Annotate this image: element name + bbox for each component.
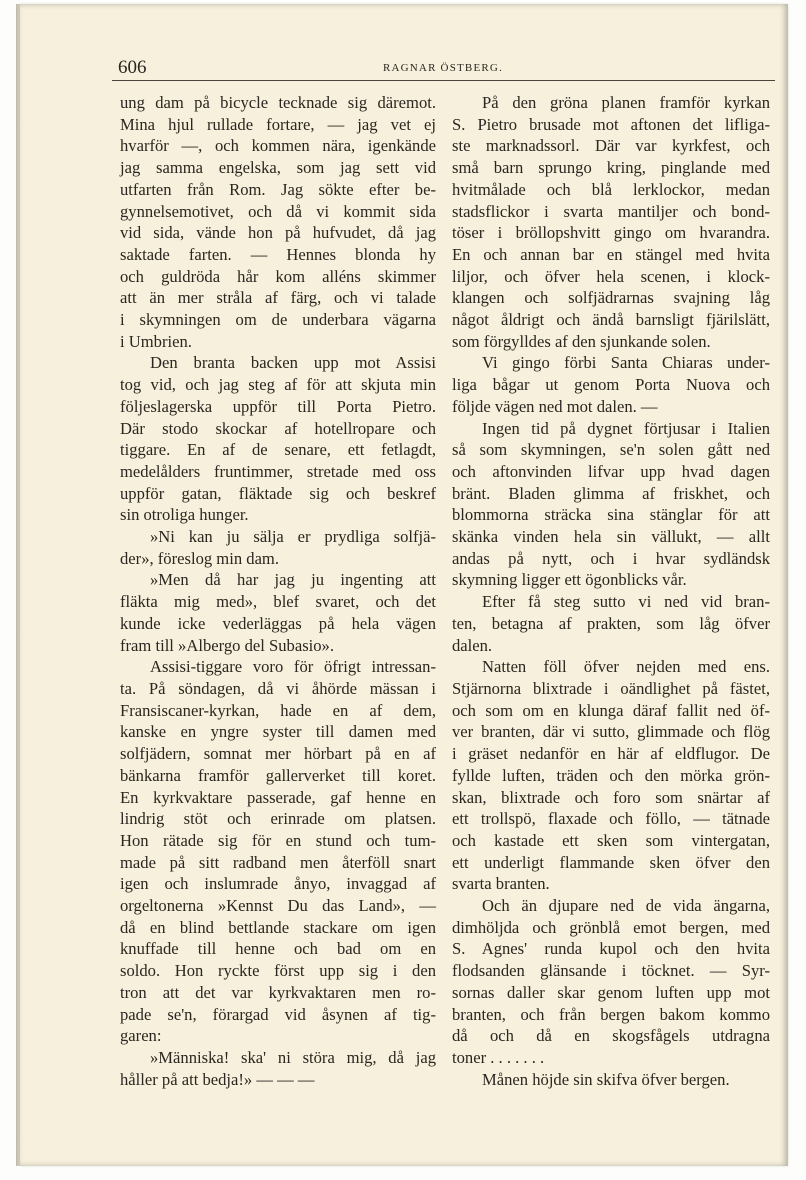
text-line: tron att det var kyrkvaktaren men ro-: [120, 982, 436, 1002]
text-line: hvarför —, och kommen nära, igenkände: [120, 136, 436, 156]
paragraph: [452, 1069, 770, 1091]
text-line: hvitmålade och blå lerklockor, medan: [452, 179, 770, 199]
text-line: klangen och solfjädrarnas svajning låg: [452, 288, 770, 308]
text-line: som förgylldes af den sjunkande solen.: [452, 331, 711, 351]
text-line: »Människa! ska' ni störa mig, då jag: [150, 1047, 436, 1067]
text-line: att än mer stråla af färg, och vi talade: [120, 288, 436, 308]
text-line: skymning ligger ett ögonblicks vår.: [452, 570, 687, 590]
text-line: toner . . . . . . .: [452, 1047, 545, 1067]
text-line: liljor, och öfver hela scenen, i klock-: [452, 266, 770, 286]
text-line: fram till »Albergo del Subasio».: [120, 635, 335, 655]
text-line: Stjärnorna blixtrade i oändlighet på fästet,: [452, 678, 770, 698]
text-line: i skymningen om de underbara vägarna: [120, 310, 436, 330]
paragraph: [452, 418, 770, 592]
text-line: kunde icke vederläggas på hela vägen: [120, 613, 436, 633]
left-column: [120, 92, 436, 1090]
paragraph: [452, 895, 770, 1069]
text-line: skänka vinden hela sin vällukt, — allt: [452, 527, 770, 547]
text-line: kanske en yngre syster till damen med: [120, 722, 436, 742]
running-head: RAGNAR ÖSTBERG.: [382, 62, 504, 74]
text-line: Efter få steg sutto vi ned vid bran-: [482, 592, 770, 612]
text-line: ste marknadssorl. Där var kyrkfest, och: [452, 136, 770, 156]
text-line: ten, betagna af prakten, som låg öfver: [452, 613, 770, 633]
text-line: knuffade till henne och bad om en: [120, 939, 436, 959]
text-line: made på sitt radband men återföll snart: [120, 852, 436, 872]
paragraph: [120, 526, 436, 569]
text-line: orgeltonerna »Kennst Du das Land», —: [120, 896, 436, 916]
text-line: der», föreslog min dam.: [120, 548, 279, 568]
paragraph: [120, 569, 436, 656]
text-line: branten, och från bergen bakom kommo: [452, 1004, 770, 1024]
text-line: tog vid, och jag steg af för att skjuta min: [120, 375, 436, 395]
text-line: svarta branten.: [452, 874, 550, 894]
paragraph: [452, 352, 770, 417]
text-line: utfarten från Rom. Jag sökte efter be-: [120, 179, 436, 199]
text-line: ta. På söndagen, då vi åhörde mässan i: [120, 678, 436, 698]
text-line: något åldrigt och ändå barnsligt fjärilslätt,: [452, 310, 770, 330]
paragraph: [120, 1047, 436, 1090]
text-line: igen och inslumrade ånyo, invaggad af: [120, 874, 436, 894]
text-line: och som om en klunga däraf fallit ned öf-: [452, 700, 770, 720]
text-line: uppför gatan, fläktade sig och beskref: [120, 483, 436, 503]
text-line: töser i bröllopshvitt gingo om hvarandra.: [452, 223, 770, 243]
text-line: »Men då har jag ju ingenting att: [150, 570, 436, 590]
text-line: då och då en skogsfågels utdragna: [452, 1026, 770, 1046]
text-line: och aftonvinden lifvar upp hvad dagen: [452, 461, 770, 481]
text-line: stadsflickor i svarta mantiljer och bond-: [452, 201, 770, 221]
text-line: medelålders fruntimmer, stretade med oss: [120, 461, 436, 481]
text-line: pade se'n, förargad vid åsynen af tig-: [120, 1004, 436, 1024]
text-line: lindrig stöt och erinrade om platsen.: [120, 809, 436, 829]
header-rule: [112, 80, 775, 81]
text-line: i Umbrien.: [120, 331, 192, 351]
text-line: bränt. Bladen glimma af friskhet, och: [452, 483, 770, 503]
text-line: skan, blixtrade och foro som snärtar af: [452, 787, 770, 807]
text-line: och guldröda hår kom alléns skimmer: [120, 266, 436, 286]
text-line: En kyrkvaktare passerade, gaf henne en: [120, 787, 436, 807]
text-line: sornas daller skar genom luften upp mot: [452, 982, 770, 1002]
text-line: följeslagerska uppför till Porta Pietro.: [120, 396, 436, 416]
text-line: dimhöljda och grönblå emot bergen, med: [452, 917, 770, 937]
text-line: Hon rätade sig för en stund och tum-: [120, 830, 436, 850]
text-line: Där stodo skockar af hotellropare och: [120, 418, 436, 438]
paragraph: [120, 656, 436, 1047]
text-line: En och annan bar en stängel med hvita: [452, 244, 770, 264]
page-number: 606: [118, 57, 147, 78]
text-line: små barn sprungo kring, pinglande med: [452, 158, 770, 178]
text-line: saktade farten. — Hennes blonda hy: [120, 244, 436, 264]
text-line: då en blind bettlande stackare om igen: [120, 917, 436, 937]
text-line: blommorna sträcka sina stänglar för att: [452, 505, 770, 525]
paragraph: [452, 92, 770, 352]
text-line: ett trollspö, flaxade och föllo, — tätnade: [452, 809, 770, 829]
text-line: Fransiscaner-kyrkan, hade en af dem,: [120, 700, 436, 720]
text-line: liga bågar ut genom Porta Nuova och: [452, 375, 770, 395]
right-column: [452, 92, 770, 1090]
text-line: vid sida, vände hon på hufvudet, då jag: [120, 223, 436, 243]
text-line: garen:: [120, 1026, 162, 1046]
text-line: andas på nytt, och i hvar sydländsk: [452, 548, 770, 568]
paragraph: [452, 656, 770, 895]
text-line: i gräset nedanför en här af eldflugor. De: [452, 744, 770, 764]
text-line: Natten föll öfver nejden med ens.: [482, 657, 770, 677]
text-line: ver branten, där vi sutto, glimmade och flög: [452, 722, 770, 742]
text-line: håller på att bedja!» — — —: [120, 1069, 315, 1089]
text-line: gynnelsemotivet, och då vi kommit sida: [120, 201, 436, 221]
text-line: följde vägen ned mot dalen. —: [452, 396, 658, 416]
text-line: bänkarna framför gallerverket till koret.: [120, 765, 436, 785]
text-line: »Ni kan ju sälja er prydliga solfjä-: [150, 527, 436, 547]
text-line: Ingen tid på dygnet förtjusar i Italien: [482, 418, 770, 438]
text-line: Vi gingo förbi Santa Chiaras under-: [482, 353, 770, 373]
text-line: tiggare. En af de senare, ett fetlagdt,: [120, 440, 436, 460]
paragraph: [120, 92, 436, 352]
text-line: sin otroliga hunger.: [120, 505, 249, 525]
text-line: soldo. Hon ryckte först upp sig i den: [120, 961, 436, 981]
text-line: S. Pietro brusade mot aftonen det lifliga-: [452, 114, 770, 134]
text-line: och kastade ett sken som vintergatan,: [452, 830, 770, 850]
text-line: Assisi-tiggare voro för öfrigt intressan-: [150, 657, 436, 677]
text-line: fläkta mig med», blef svaret, och det: [120, 592, 436, 612]
paragraph: [120, 352, 436, 526]
text-line: Månen höjde sin skifva öfver bergen.: [482, 1069, 730, 1089]
text-line: Och än djupare ned de vida ängarna,: [482, 896, 770, 916]
text-line: fyllde luften, träden och den mörka grön-: [452, 765, 770, 785]
text-line: Mina hjul rullade fortare, — jag vet ej: [120, 114, 436, 134]
text-line: flodsanden glänsande i töcknet. — Syr-: [452, 961, 770, 981]
text-line: dalen.: [452, 635, 493, 655]
text-line: På den gröna planen framför kyrkan: [482, 93, 770, 112]
text-line: jag samma engelska, som jag sett vid: [120, 158, 436, 178]
paragraph: [452, 591, 770, 656]
text-line: ung dam på bicycle tecknade sig däremot.: [120, 93, 436, 112]
text-line: S. Agnes' runda kupol och den hvita: [452, 939, 770, 959]
text-line: så som skymningen, se'n solen gått ned: [452, 440, 770, 460]
text-line: ett underligt flammande sken öfver den: [452, 852, 770, 872]
text-line: solfjädern, somnat mer hörbart på en af: [120, 744, 436, 764]
text-line: Den branta backen upp mot Assisi: [150, 353, 436, 373]
